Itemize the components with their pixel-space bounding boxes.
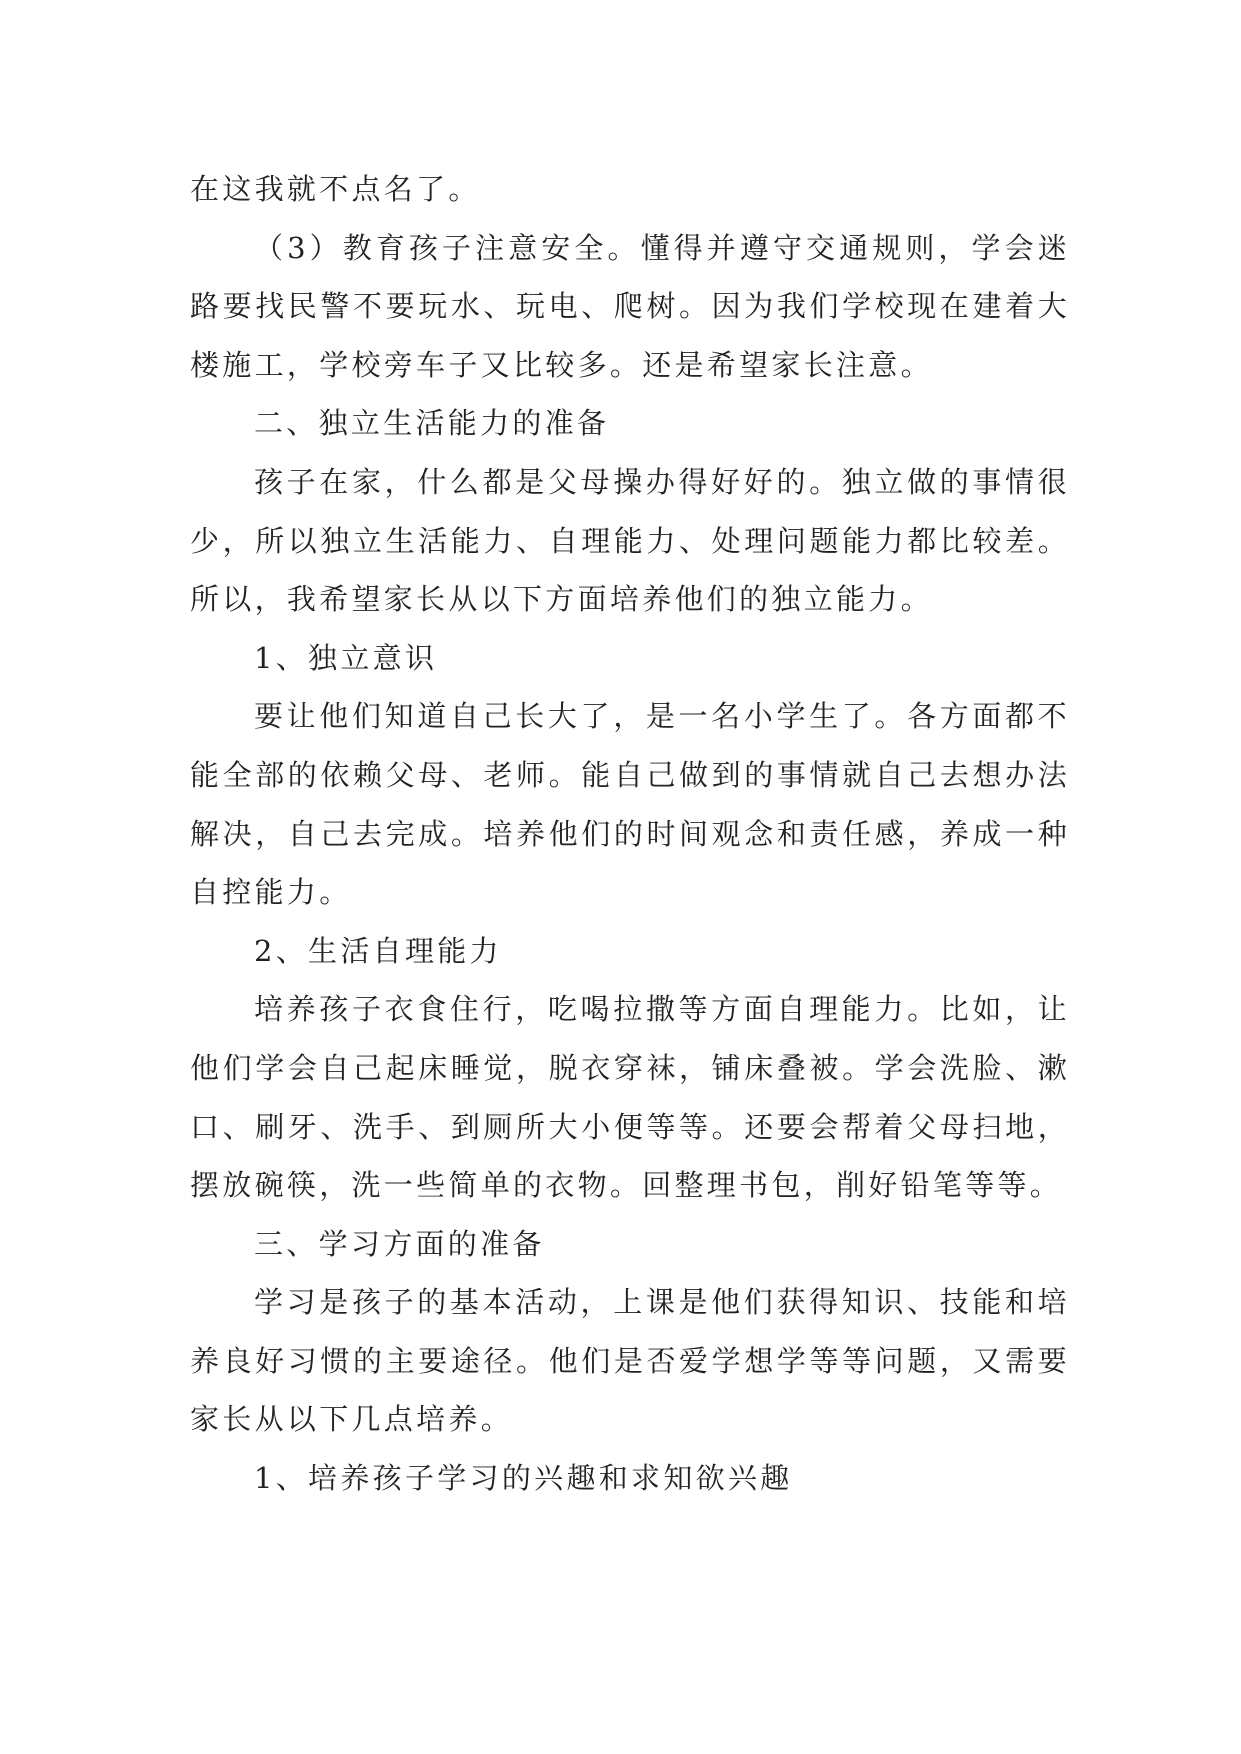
body-paragraph: （3）教育孩子注意安全。懂得并遵守交通规则，学会迷路要找民警不要玩水、玩电、爬树。因为我们学校现在建着大楼施工，学校旁车子又比较多。还是希望家长注意。: [190, 230, 1070, 382]
subsection-heading: 2、生活自理能力: [254, 933, 502, 968]
subsection-heading: 1、培养孩子学习的兴趣和求知欲兴趣: [254, 1461, 793, 1496]
document-body: [190, 160, 1070, 1508]
subsection-heading: 1、独立意识: [254, 640, 438, 675]
body-paragraph: 要让他们知道自己长大了，是一名小学生了。各方面都不能全部的依赖父母、老师。能自己做到的事情就自己去想办法解决，自己去完成。培养他们的时间观念和责任感，养成一种自控能力。: [190, 699, 1070, 910]
section-heading: 三、学习方面的准备: [254, 1226, 545, 1261]
section-heading: 二、独立生活能力的准备: [254, 406, 610, 441]
body-paragraph: 学习是孩子的基本活动，上课是他们获得知识、技能和培养良好习惯的主要途径。他们是否爱学想学等等问题，又需要家长从以下几点培养。: [190, 1285, 1070, 1437]
body-paragraph: 在这我就不点名了。: [190, 172, 481, 206]
body-paragraph: 培养孩子衣食住行，吃喝拉撒等方面自理能力。比如，让他们学会自己起床睡觉，脱衣穿袜，铺床叠被。学会洗脸、漱口、刷牙、洗手、到厕所大小便等等。还要会帮着父母扫地，摆放碗筷，洗一些简单的衣物。回整理书包，削好铅笔等等。: [190, 992, 1070, 1203]
body-paragraph: 孩子在家，什么都是父母操办得好好的。独立做的事情很少，所以独立生活能力、自理能力、处理问题能力都比较差。所以，我希望家长从以下方面培养他们的独立能力。: [190, 464, 1070, 617]
